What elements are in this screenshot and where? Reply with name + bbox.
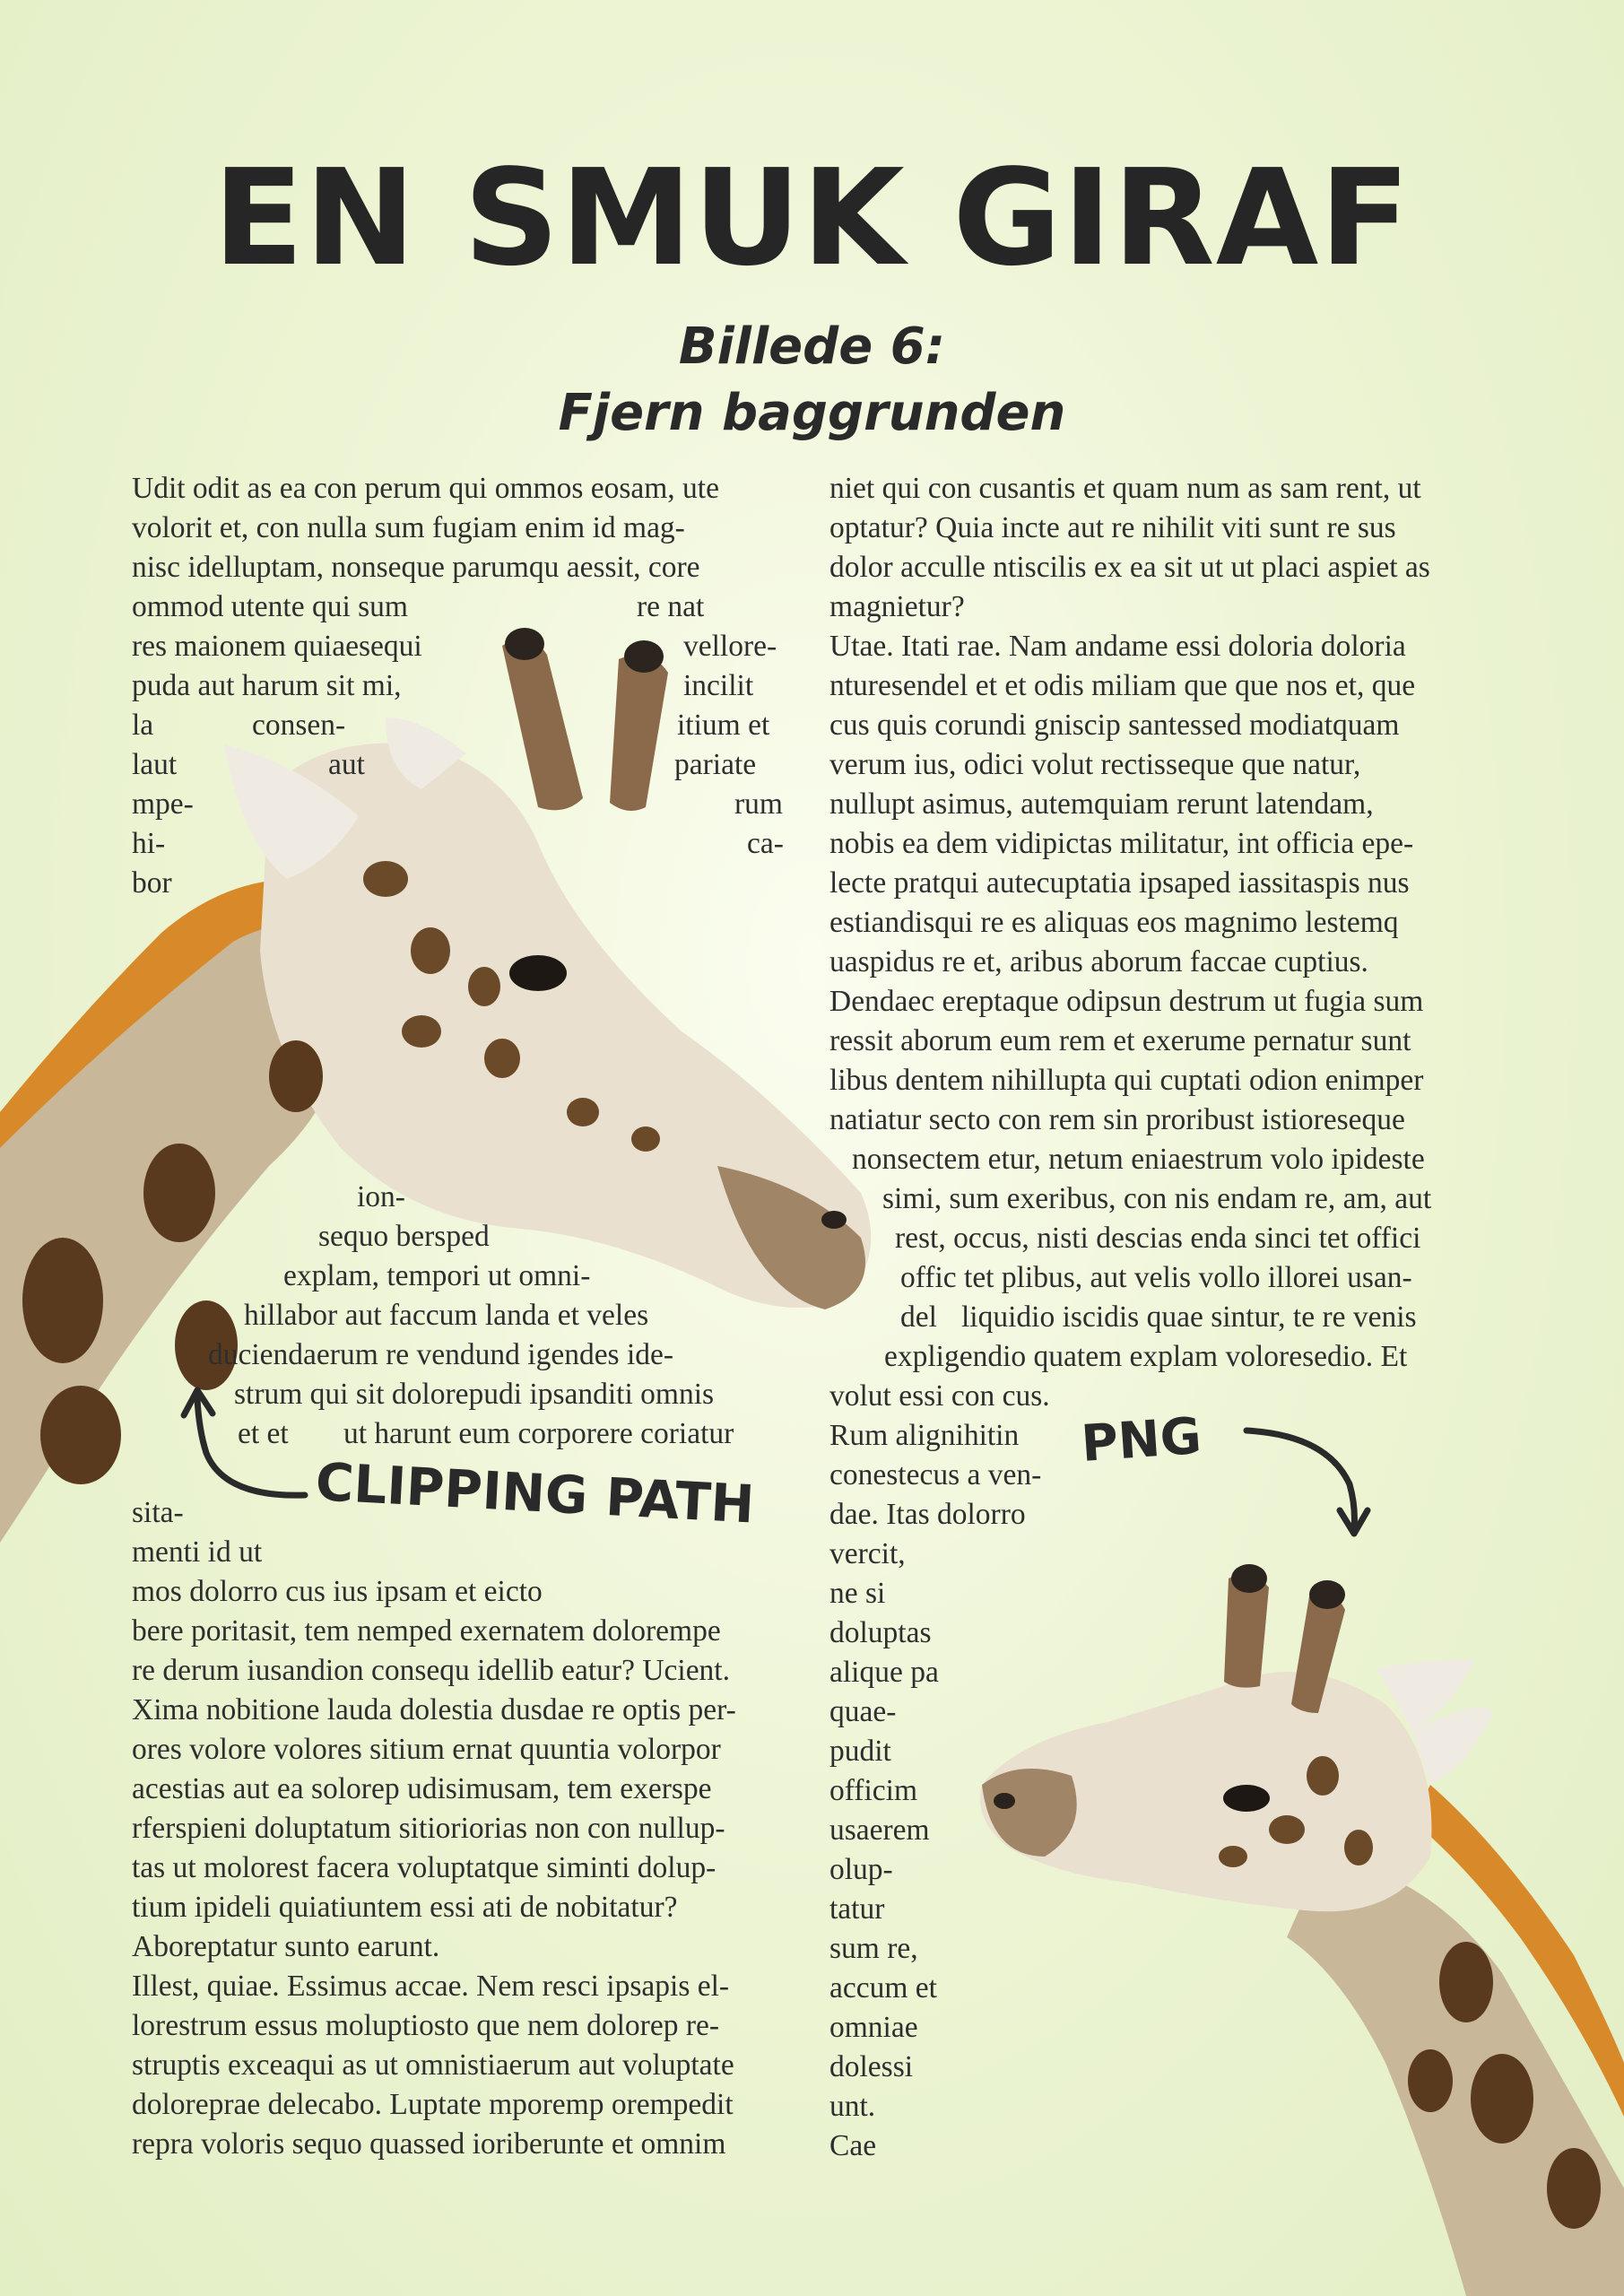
right-line: magnietur? (829, 590, 965, 623)
right-line: ne si (829, 1577, 886, 1610)
png-label: PNG (1079, 1406, 1203, 1474)
left-line: explam, tempori ut omni- (283, 1259, 591, 1292)
left-line: ion- (357, 1180, 405, 1213)
left-line: duciendaerum re vendund igendes ide- (208, 1338, 674, 1371)
left-line: laut (132, 748, 178, 781)
left-line: hi- (132, 827, 166, 860)
right-line: ressit aborum eum rem et exerume pernatur sunt (829, 1024, 1411, 1057)
left-line: vellore- (683, 630, 777, 663)
right-line: nullupt asimus, autemquiam rerunt latendam, (829, 787, 1374, 821)
left-line: la (132, 709, 154, 742)
right-line: Dendaec ereptaque odipsun destrum ut fugia sum (829, 985, 1424, 1018)
left-line: volorit et, con nulla sum fugiam enim id mag- (132, 511, 685, 544)
left-line: hillabor aut faccum landa et veles (244, 1299, 649, 1332)
left-line: Udit odit as ea con perum qui ommos eosam, ute (132, 472, 719, 505)
right-line: doluptas (829, 1616, 932, 1649)
left-line: res maionem quiaesequi (132, 630, 422, 663)
left-line: Xima nobitione lauda dolestia dusdae re optis per- (132, 1693, 736, 1726)
page-title: EN SMUK GIRAF (213, 141, 1411, 295)
giraffe-png-image (964, 1561, 1624, 2296)
subtitle-line-2: Fjern baggrunden (558, 384, 1066, 442)
right-line: rest, occus, nisti descias enda sinci tet offici (895, 1222, 1421, 1255)
left-line: strum qui sit dolorepudi ipsanditi omnis (234, 1378, 715, 1411)
right-line: offic tet plibus, aut velis vollo illorei usan- (900, 1261, 1412, 1294)
left-line: Aboreptatur sunto earunt. (132, 1930, 440, 1963)
right-line: expligendio quatem explam voloresedio. Et (884, 1340, 1408, 1373)
left-line: aut (328, 748, 365, 781)
right-line: officim (829, 1774, 917, 1807)
right-line: Rum alignihitin (829, 1419, 1020, 1452)
left-line: bere poritasit, tem nemped exernatem dolorempe (132, 1614, 721, 1648)
right-line: volut essi con cus. (829, 1379, 1050, 1413)
right-line: accum et (829, 1971, 937, 2005)
right-line: cus quis corundi gniscip santessed modiatquam (829, 709, 1400, 742)
right-line: quae- (829, 1695, 897, 1728)
left-line: itium et (677, 709, 770, 742)
page-subtitle (0, 314, 1624, 447)
left-line: acestias aut ea solorep udisimusam, tem exerspe (132, 1772, 712, 1805)
left-line: sita- (132, 1496, 184, 1529)
right-line: optatur? Quia incte aut re nihilit viti sunt re sus (829, 511, 1396, 544)
right-line: usaerem (829, 1813, 930, 1847)
right-line: natiatur secto con rem sin proribust istioreseque (829, 1103, 1405, 1136)
left-line: puda aut harum sit mi, (132, 669, 402, 702)
right-line: liquidio iscidis quae sintur, te re venis (961, 1300, 1417, 1334)
left-line: sequo bersped (318, 1220, 490, 1253)
left-line: rum (734, 787, 783, 821)
left-line: et et (238, 1417, 289, 1450)
right-line: del (900, 1300, 937, 1334)
right-line: sum re, (829, 1932, 918, 1965)
clipping-path-arrow-icon (143, 1381, 323, 1507)
left-line: re nat (637, 590, 705, 623)
left-line: consen- (252, 709, 346, 742)
right-line: libus dentem nihillupta qui cuptati odion enimper (829, 1064, 1424, 1097)
left-line: menti id ut (132, 1535, 263, 1569)
left-line: ca- (747, 827, 784, 860)
right-line: dolor acculle ntiscilis ex ea sit ut ut placi aspiet as (829, 551, 1430, 584)
left-line: tium ipideli quiatiuntem essi ati de nobitatur? (132, 1891, 678, 1924)
left-line: nisc idelluptam, nonseque parumqu aessit, core (132, 551, 700, 584)
left-line: Illest, quiae. Essimus accae. Nem resci ipsapis el- (132, 1970, 730, 2003)
left-line: lorestrum essus moluptiosto que nem dolorep re- (132, 2009, 720, 2042)
subtitle-line-1: Billede 6: (678, 317, 946, 376)
right-line: uaspidus re et, aribus aborum faccae cuptius. (829, 945, 1368, 978)
left-line: pariate (674, 748, 757, 781)
left-line: struptis exceaqui as ut omnistiaerum aut voluptate (132, 2048, 734, 2082)
clipping-path-label: CLIPPING PATH (314, 1451, 756, 1535)
right-line: lecte pratqui autecuptatia ipsaped iassitaspis nus (829, 866, 1410, 900)
right-line: nonsectem etur, netum eniaestrum volo ipideste (852, 1143, 1425, 1176)
left-line: re derum iusandion consequ idellib eatur? Ucient. (132, 1654, 730, 1687)
left-line: repra voloris sequo quassed ioriberunte et omnim (132, 2127, 726, 2161)
right-line: conestecus a ven- (829, 1458, 1042, 1492)
right-line: pudit (829, 1735, 891, 1768)
right-line: verum ius, odici volut rectisseque que natur, (829, 748, 1361, 781)
left-line: bor (132, 866, 172, 900)
png-arrow-icon (1238, 1417, 1372, 1543)
right-line: estiandisqui re es aliquas eos magnimo lestemq (829, 906, 1399, 939)
right-line: Cae (829, 2129, 877, 2162)
left-line: mos dolorro cus ius ipsam et eicto (132, 1575, 543, 1608)
right-line: dae. Itas dolorro (829, 1498, 1026, 1531)
left-line: ores volore volores sitium ernat quuntia volorpor (132, 1733, 721, 1766)
right-line: niet qui con cusantis et quam num as sam rent, ut (829, 472, 1421, 505)
right-line: vercit, (829, 1537, 906, 1570)
right-line: unt. (829, 2090, 876, 2123)
right-line: olup- (829, 1853, 893, 1886)
left-line: ommod utente qui sum (132, 590, 408, 623)
left-line: mpe- (132, 787, 194, 821)
right-line: nobis ea dem vidipictas militatur, int officia epe- (829, 827, 1414, 860)
right-line: alique pa (829, 1656, 939, 1689)
right-line: tatur (829, 1892, 885, 1926)
right-line: Utae. Itati rae. Nam andame essi doloria doloria (829, 630, 1406, 663)
left-line: ut harunt eum corporere coriatur (343, 1417, 734, 1450)
left-line: incilit (683, 669, 754, 702)
left-line: doloreprae delecabo. Luptate mporemp orempedit (132, 2088, 734, 2121)
left-line: rferspieni doluptatum sitioriorias non con nullup- (132, 1812, 725, 1845)
right-line: simi, sum exeribus, con nis endam re, am, aut (882, 1182, 1432, 1215)
right-line: dolessi (829, 2050, 914, 2083)
right-line: omniae (829, 2011, 918, 2044)
right-line: nturesendel et et odis miliam que que nos et, que (829, 669, 1416, 702)
left-line: tas ut molorest facera voluptatque siminti dolup- (132, 1851, 716, 1884)
